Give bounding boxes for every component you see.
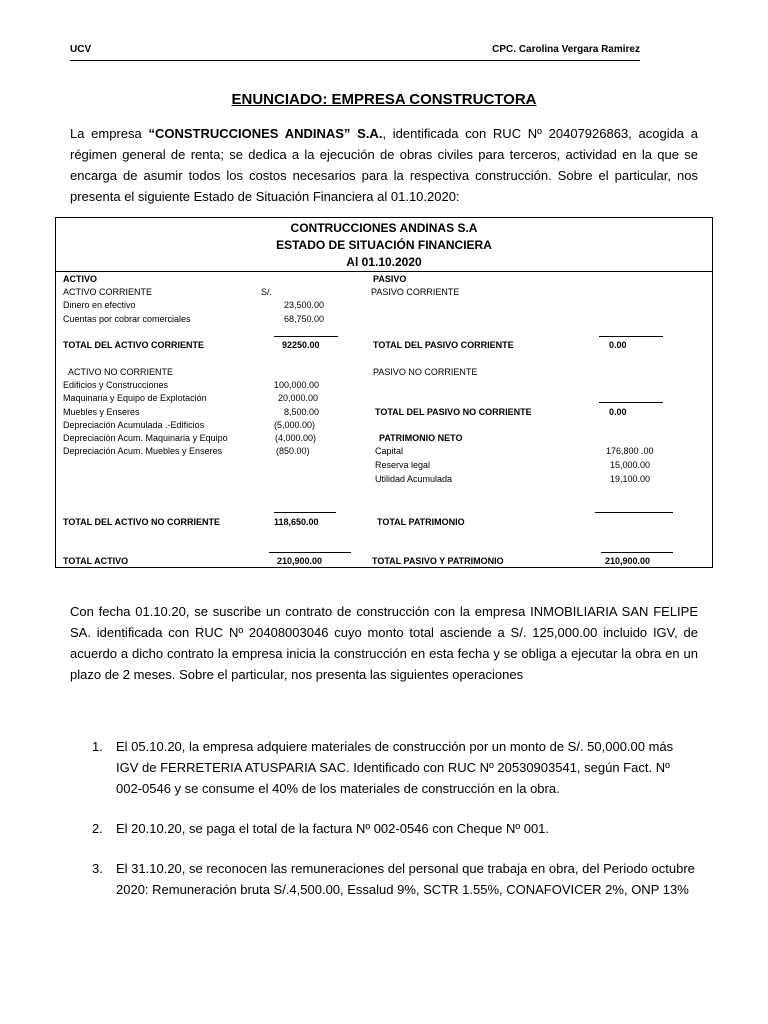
muebles-value: 8,500.00 [284,407,320,417]
activo-heading: ACTIVO [63,274,98,284]
balance-company: CONTRUCCIONES ANDINAS S.A [290,221,478,235]
operation-text: El 20.10.20, se paga el total de la factura Nº 002-0546 con Cheque Nº 001. [116,821,550,836]
list-item [70,858,698,900]
utilidad-value: 19,100.00 [610,474,651,484]
maquinaria-value: 20,000.00 [278,393,319,403]
currency-label: S/. [261,287,273,297]
pasivo-corriente-heading: PASIVO CORRIENTE [371,287,460,297]
total-activo-label: TOTAL ACTIVO [63,556,129,566]
underline-total-activo [269,552,351,553]
operation-number: 3. [92,861,103,876]
total-activo-corriente-value: 92250.00 [282,340,320,350]
underline-patrimonio [595,512,673,513]
underline-total-pp [601,552,673,553]
underline-anc [274,512,336,513]
operation-number: 2. [92,821,103,836]
operation-number: 1. [92,739,103,754]
muebles-label: Muebles y Enseres [63,407,140,417]
dep-muebles-label: Depreciación Acum. Muebles y Enseres [63,446,223,456]
dep-maquinaria-label: Depreciación Acum. Maquinaria y Equipo [63,433,228,443]
total-pasivo-corriente-label: TOTAL DEL PASIVO CORRIENTE [373,340,514,350]
list-item [70,818,698,839]
dinero-label: Dinero en efectivo [63,300,136,310]
dep-edificios-value: (5,000.00) [274,420,316,430]
operations-list [70,736,698,919]
total-activo-value: 210,900.00 [277,556,323,566]
operation-text: El 05.10.20, la empresa adquiere materiales de construcción por un monto de S/. 50,000.00 más IGV de FERRETERIA ATUSPARIA SAC. Identificado con RUC Nº 20530903541, según Fact. Nº 002-0546 y se consume el 40% de los materiales de construcción en la obra. [116,739,674,796]
header-divider [70,60,640,61]
dep-muebles-value: (850.00) [276,446,310,456]
total-pasivo-no-corriente-label: TOTAL DEL PASIVO NO CORRIENTE [375,407,532,417]
dep-maquinaria-value: (4,000.00) [275,433,317,443]
capital-label: Capital [375,446,404,456]
activo-no-corriente-heading: ACTIVO NO CORRIENTE [68,367,174,377]
dinero-value: 23,500.00 [284,300,325,310]
capital-value: 176,800 .00 [606,446,654,456]
activo-corriente-heading: ACTIVO CORRIENTE [63,287,153,297]
list-item [70,736,698,799]
balance-sheet-table [55,217,713,568]
intro-text-start: La empresa [70,126,149,141]
total-pasivo-patrimonio-label: TOTAL PASIVO Y PATRIMONIO [372,556,504,566]
header-author: CPC. Carolina Vergara Ramirez [492,44,640,55]
total-activo-no-corriente-label: TOTAL DEL ACTIVO NO CORRIENTE [63,517,221,527]
header-university: UCV [70,44,92,55]
intro-paragraph [70,123,698,207]
balance-date: Al 01.10.2020 [346,255,422,269]
edificios-value: 100,000.00 [274,380,320,390]
total-patrimonio-label: TOTAL PATRIMONIO [377,517,465,527]
maquinaria-label: Maquinaria y Equipo de Explotación [63,393,207,403]
underline-pc [599,336,663,337]
reserva-label: Reserva legal [375,460,431,470]
contract-paragraph: Con fecha 01.10.20, se suscribe un contrato de construcción con la empresa INMOBILIARIA SAN FELIPE SA. identificada con RUC Nº 20408003046 cuyo monto total asciende a S/. 125,000.00 incluido IGV, de acuerdo a dicho contrato la empresa inicia la construcción en esta fecha y se obliga a ejecutar la obra en un plazo de 2 meses. Sobre el particular, nos presenta las siguientes operaciones [70,604,698,682]
patrimonio-neto-heading: PATRIMONIO NETO [379,433,463,443]
utilidad-label: Utilidad Acumulada [375,474,453,484]
cuentas-label: Cuentas por cobrar comerciales [63,314,191,324]
operation-text: El 31.10.20, se reconocen las remuneraciones del personal que trabaja en obra, del Periodo octubre 2020: Remuneración bruta S/.4,500.00, Essalud 9%, SCTR 1.55%, CONAFOVICER 2%, ONP 13% [116,861,695,897]
pasivo-heading: PASIVO [373,274,407,284]
total-pasivo-patrimonio-value: 210,900.00 [605,556,651,566]
balance-sheet-header [56,218,712,272]
cuentas-value: 68,750.00 [284,314,325,324]
total-pasivo-no-corriente-value: 0.00 [609,407,627,417]
dep-edificios-label: Depreciación Acumulada .-Edificios [63,420,205,430]
underline-ac [274,336,338,337]
pasivo-no-corriente-heading: PASIVO NO CORRIENTE [373,367,478,377]
page-header [70,44,640,60]
edificios-label: Edificios y Construcciones [63,380,169,390]
intro-company-name: “CONSTRUCCIONES ANDINAS” S.A. [148,126,383,141]
total-activo-no-corriente-value: 118,650.00 [274,517,319,527]
reserva-value: 15,000.00 [610,460,651,470]
intro-text-rest: , identificada con RUC Nº 20407926863, acogida a régimen general de renta; se dedica a la ejecución de obras civiles para terceros, actividad en la que se encarga de asumir todos los costos necesarios para la respectiva construcción. Sobre el particular, nos presenta el siguiente Estado de Situación Financiera al 01.10.2020: [70,126,698,204]
total-pasivo-corriente-value: 0.00 [609,340,627,350]
underline-pnc [599,402,663,403]
document-title: ENUNCIADO: EMPRESA CONSTRUCTORA [231,91,537,108]
total-activo-corriente-label: TOTAL DEL ACTIVO CORRIENTE [63,340,205,350]
balance-statement-title: ESTADO DE SITUACIÓN FINANCIERA [276,238,492,252]
